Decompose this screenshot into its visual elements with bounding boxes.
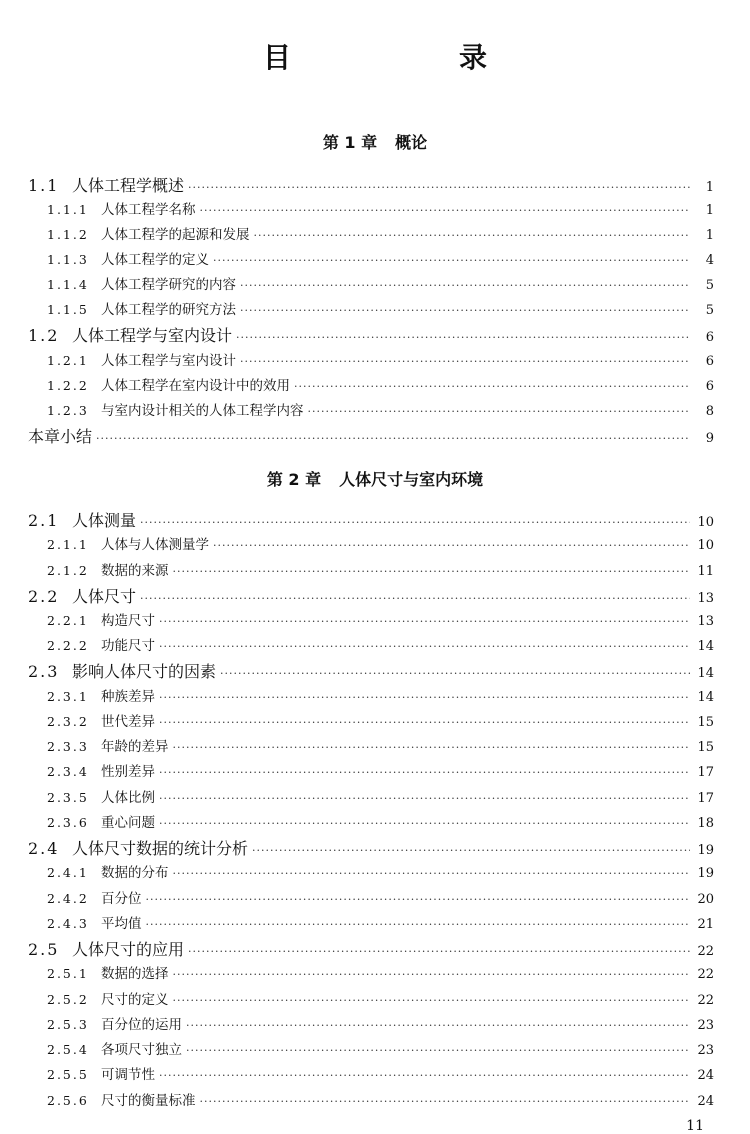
entry-title: 人体比例 [101, 790, 155, 806]
leader-dots [240, 355, 690, 368]
entry-title: 各项尺寸独立 [101, 1042, 182, 1058]
toc-entry[interactable] [0, 710, 750, 735]
toc-entry[interactable] [0, 659, 750, 684]
entry-number: 2.4.2 [47, 891, 89, 906]
entry-title: 可调节性 [101, 1067, 155, 1083]
entry-title: 人体工程学的起源和发展 [101, 227, 250, 243]
entry-number: 1.2 [28, 326, 60, 345]
entry-page: 1 [705, 180, 714, 195]
entry-number: 2.3.5 [47, 790, 89, 805]
entry-page: 13 [697, 614, 714, 629]
entry-number: 2.1 [28, 511, 60, 530]
entry-page: 14 [697, 639, 714, 654]
entry-number: 1.2.3 [47, 403, 89, 418]
leader-dots [146, 918, 691, 931]
entry-page: 6 [705, 354, 714, 369]
toc-entry[interactable] [0, 1089, 750, 1114]
leader-dots [213, 254, 690, 267]
leader-dots [213, 539, 690, 552]
page-title: 目 录 [262, 41, 557, 74]
leader-dots [159, 716, 690, 729]
chapter-number: 第 2 章 [266, 470, 322, 489]
entry-title: 功能尺寸 [101, 638, 155, 654]
toc-entry[interactable] [0, 424, 750, 449]
entry-title: 人体工程学与室内设计 [72, 326, 233, 345]
leader-dots [254, 229, 691, 242]
leader-dots [159, 792, 690, 805]
entry-page: 1 [705, 228, 714, 243]
toc-entry[interactable] [0, 173, 750, 198]
toc-entry[interactable] [0, 786, 750, 811]
entry-page: 13 [697, 591, 714, 606]
leader-dots [188, 945, 690, 958]
entry-title: 人体尺寸数据的统计分析 [72, 839, 249, 858]
toc-entry[interactable] [0, 760, 750, 785]
leader-dots [140, 516, 690, 529]
entry-page: 15 [697, 715, 714, 730]
chapter-heading [0, 468, 750, 492]
entry-page: 6 [705, 379, 714, 394]
entry-number: 2.2.2 [47, 638, 89, 653]
entry-page: 19 [697, 866, 714, 881]
entry-number: 2.5.5 [47, 1067, 89, 1082]
entry-number: 2.3.2 [47, 714, 89, 729]
entry-title: 与室内设计相关的人体工程学内容 [101, 403, 304, 419]
entry-page: 14 [697, 666, 714, 681]
chapter-heading [0, 131, 750, 155]
entry-page: 6 [705, 330, 714, 345]
entry-title: 人体工程学名称 [101, 202, 196, 218]
entry-number: 1.2.1 [47, 353, 89, 368]
entry-page: 14 [697, 690, 714, 705]
entry-page: 17 [697, 791, 714, 806]
entry-number: 2.4.3 [47, 916, 89, 931]
chapter-title: 概论 [395, 133, 428, 152]
entry-title: 人体工程学的研究方法 [101, 302, 236, 318]
toc-entry[interactable] [0, 861, 750, 886]
toc-entry[interactable] [0, 248, 750, 273]
toc-entry[interactable] [0, 735, 750, 760]
toc-entry[interactable] [0, 374, 750, 399]
toc-entry[interactable] [0, 1063, 750, 1088]
toc-entry[interactable] [0, 1038, 750, 1063]
entry-number: 2.1.1 [47, 537, 89, 552]
entry-page: 17 [697, 765, 714, 780]
entry-page: 22 [697, 967, 714, 982]
toc-entry[interactable] [0, 349, 750, 374]
entry-number: 2.2.1 [47, 613, 89, 628]
leader-dots [236, 331, 690, 344]
entry-number: 2.2 [28, 587, 60, 606]
entry-number: 2.3.1 [47, 689, 89, 704]
entry-number: 2.5.1 [47, 966, 89, 981]
toc-entry[interactable] [0, 912, 750, 937]
entry-page: 8 [705, 404, 714, 419]
entry-number: 1.1.2 [47, 227, 89, 242]
entry-page: 1 [705, 203, 714, 218]
entry-number: 1.1 [28, 176, 60, 195]
toc-entry[interactable] [0, 223, 750, 248]
entry-title: 尺寸的衡量标准 [101, 1093, 196, 1109]
entry-title: 数据的分布 [101, 865, 169, 881]
entry-page: 22 [697, 993, 714, 1008]
entry-number: 1.1.3 [47, 252, 89, 267]
toc-entry[interactable] [0, 273, 750, 298]
toc-entry[interactable] [0, 609, 750, 634]
entry-number: 2.5.4 [47, 1042, 89, 1057]
toc-entry[interactable] [0, 937, 750, 962]
page-number: 11 [686, 1118, 704, 1134]
entry-title: 人体工程学的定义 [101, 252, 209, 268]
leader-dots [159, 691, 690, 704]
entry-title: 人体工程学在室内设计中的效用 [101, 378, 290, 394]
entry-title: 人体尺寸的应用 [72, 940, 185, 959]
chapter-number: 第 1 章 [322, 133, 378, 152]
entry-page: 10 [697, 538, 714, 553]
leader-dots [159, 640, 690, 653]
entry-number: 1.2.2 [47, 378, 89, 393]
toc-entry[interactable] [0, 399, 750, 424]
entry-title: 本章小结 [28, 427, 93, 446]
leader-dots [186, 1044, 690, 1057]
entry-page: 24 [697, 1094, 714, 1109]
entry-title: 人体工程学与室内设计 [101, 353, 236, 369]
leader-dots [240, 279, 690, 292]
entry-title: 世代差异 [101, 714, 155, 730]
entry-number: 2.5.6 [47, 1093, 89, 1108]
entry-page: 20 [697, 892, 714, 907]
leader-dots [252, 844, 690, 857]
entry-number: 2.3 [28, 662, 60, 681]
toc-entry[interactable] [0, 508, 750, 533]
entry-number: 2.3.3 [47, 739, 89, 754]
entry-number: 2.4.1 [47, 865, 89, 880]
leader-dots [308, 405, 691, 418]
entry-title: 构造尺寸 [101, 613, 155, 629]
entry-page: 19 [697, 843, 714, 858]
entry-number: 2.3.6 [47, 815, 89, 830]
toc-entry[interactable] [0, 1013, 750, 1038]
leader-dots [173, 968, 691, 981]
entry-number: 1.1.1 [47, 202, 89, 217]
entry-page: 15 [697, 740, 714, 755]
toc-entry[interactable] [0, 836, 750, 861]
entry-title: 百分位的运用 [101, 1017, 182, 1033]
toc-entry[interactable] [0, 811, 750, 836]
toc-entry[interactable] [0, 685, 750, 710]
leader-dots [173, 867, 691, 880]
leader-dots [159, 1069, 690, 1082]
leader-dots [200, 204, 691, 217]
toc-entry[interactable] [0, 298, 750, 323]
entry-page: 11 [697, 564, 714, 579]
entry-title: 数据的来源 [101, 563, 169, 579]
entry-number: 2.5.2 [47, 992, 89, 1007]
entry-page: 9 [705, 431, 714, 446]
toc-entry[interactable] [0, 533, 750, 558]
entry-page: 23 [697, 1043, 714, 1058]
entry-title: 人体工程学研究的内容 [101, 277, 236, 293]
toc-entry[interactable] [0, 887, 750, 912]
leader-dots [240, 304, 690, 317]
entry-title: 影响人体尺寸的因素 [72, 662, 217, 681]
entry-title: 平均值 [101, 916, 142, 932]
toc-entry[interactable] [0, 988, 750, 1013]
leader-dots [140, 592, 690, 605]
entry-title: 人体与人体测量学 [101, 537, 209, 553]
leader-dots [173, 565, 691, 578]
leader-dots [186, 1019, 690, 1032]
entry-page: 5 [705, 303, 714, 318]
entry-page: 10 [697, 515, 714, 530]
entry-page: 4 [705, 253, 714, 268]
leader-dots [220, 667, 690, 680]
entry-page: 18 [697, 816, 714, 831]
entry-page: 24 [697, 1068, 714, 1083]
leader-dots [146, 893, 691, 906]
leader-dots [294, 380, 690, 393]
entry-number: 2.5.3 [47, 1017, 89, 1032]
leader-dots [159, 817, 690, 830]
entry-title: 重心问题 [101, 815, 155, 831]
entry-number: 2.5 [28, 940, 60, 959]
entry-title: 年龄的差异 [101, 739, 169, 755]
leader-dots [173, 741, 691, 754]
leader-dots [159, 615, 690, 628]
entry-page: 23 [697, 1018, 714, 1033]
entry-title: 性别差异 [101, 764, 155, 780]
entry-title: 人体尺寸 [72, 587, 137, 606]
toc-entry[interactable] [0, 323, 750, 348]
toc-entry[interactable] [0, 634, 750, 659]
toc-entry[interactable] [0, 559, 750, 584]
entry-title: 百分位 [101, 891, 142, 907]
leader-dots [96, 432, 690, 445]
chapter-title: 人体尺寸与室内环境 [339, 470, 484, 489]
entry-page: 22 [697, 944, 714, 959]
entry-page: 21 [697, 917, 714, 932]
entry-number: 2.4 [28, 839, 60, 858]
leader-dots [159, 766, 690, 779]
entry-number: 1.1.4 [47, 277, 89, 292]
entry-number: 2.3.4 [47, 764, 89, 779]
entry-title: 种族差异 [101, 689, 155, 705]
entry-number: 2.1.2 [47, 563, 89, 578]
entry-title: 数据的选择 [101, 966, 169, 982]
leader-dots [173, 994, 691, 1007]
leader-dots [188, 181, 690, 194]
entry-title: 人体工程学概述 [72, 176, 185, 195]
entry-page: 5 [705, 278, 714, 293]
leader-dots [200, 1095, 691, 1108]
entry-title: 尺寸的定义 [101, 992, 169, 1008]
toc-entry[interactable] [0, 198, 750, 223]
entry-title: 人体测量 [72, 511, 137, 530]
toc-entry[interactable] [0, 584, 750, 609]
entry-number: 1.1.5 [47, 302, 89, 317]
toc-entry[interactable] [0, 962, 750, 987]
